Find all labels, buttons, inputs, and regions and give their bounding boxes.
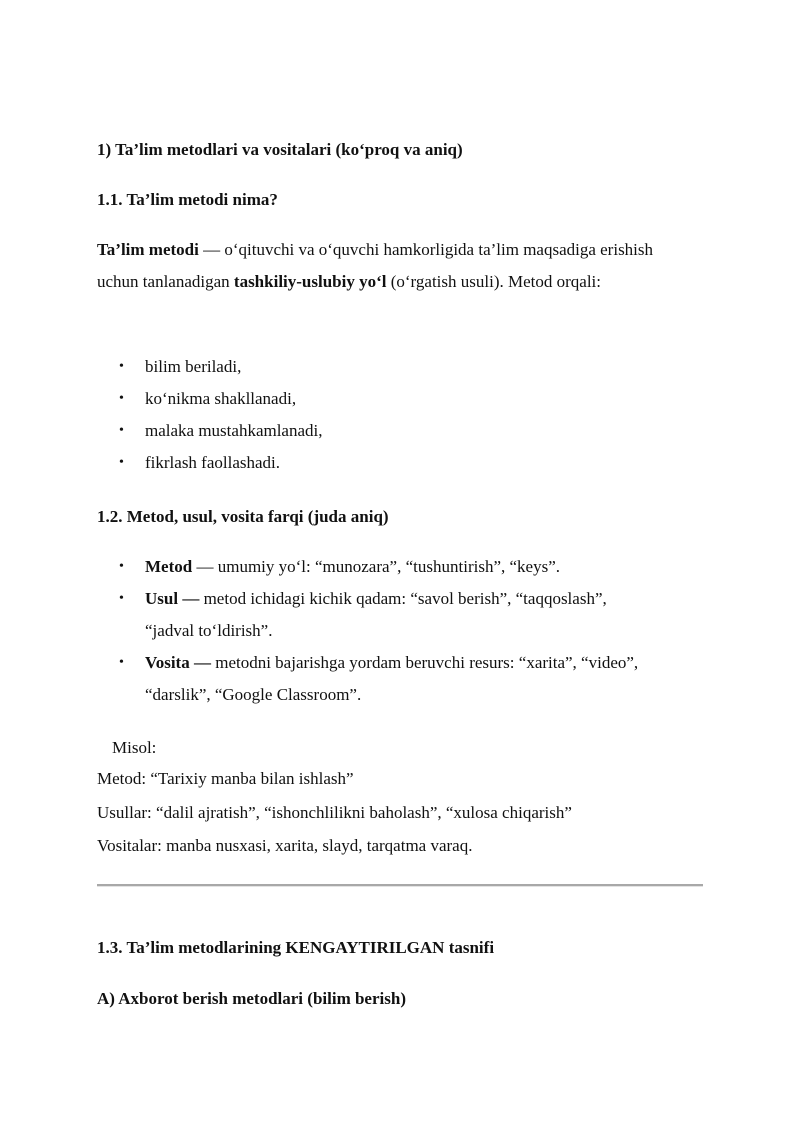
- horizontal-divider: [97, 884, 703, 887]
- list-item-text: — umumiy yo‘l: “munozara”, “tushuntirish”, “keys”.: [192, 557, 560, 576]
- example-label: Misol:: [112, 738, 157, 757]
- list-item-term: Metod: [145, 557, 193, 576]
- heading-1-3: 1.3. Ta’lim metodlarining KENGAYTIRILGAN tasnifi: [97, 938, 495, 957]
- bullet-icon: •: [119, 591, 124, 606]
- heading-1-1: 1.1. Ta’lim metodi nima?: [97, 190, 278, 209]
- list-item: [97, 583, 638, 647]
- list-item-continuation: “darslik”, “Google Classroom”.: [145, 685, 362, 704]
- list-item-term: Vosita —: [145, 653, 211, 672]
- list-item-term: Usul —: [145, 589, 200, 608]
- example-line-techniques: Usullar: “dalil ajratish”, “ishonchlilikni baholash”, “xulosa chiqarish”: [97, 803, 572, 822]
- heading-a: A) Axborot berish metodlari (bilim berish): [97, 989, 406, 1008]
- list-item-text: metodni bajarishga yordam beruvchi resurs: “xarita”, “video”,: [210, 653, 639, 672]
- list-item: [97, 383, 323, 415]
- definition-bold-2: tashkiliy-uslubiy yo‘l: [233, 272, 387, 291]
- bullet-list-2: [97, 551, 638, 711]
- bullet-list-1: [97, 351, 323, 479]
- definition-text-1: — o‘qituvchi va o‘quvchi hamkorligida ta’lim maqsadiga erishish uchun tanlanadigan: [97, 240, 654, 291]
- list-item: [97, 447, 323, 479]
- list-item: [97, 415, 323, 447]
- bullet-icon: •: [119, 559, 124, 574]
- bullet-icon: •: [119, 391, 124, 406]
- list-item-text: fikrlash faollashadi.: [145, 453, 281, 472]
- list-item: [97, 647, 638, 711]
- list-item-text: malaka mustahkamlanadi,: [145, 421, 323, 440]
- definition-term: Ta’lim metodi: [97, 240, 199, 259]
- example-line-tools: Vositalar: manba nusxasi, xarita, slayd, tarqatma varaq.: [97, 836, 473, 855]
- list-item-text: bilim beriladi,: [145, 357, 242, 376]
- list-item-text: metod ichidagi kichik qadam: “savol berish”, “taqqoslash”,: [199, 589, 607, 608]
- definition-text-2: (o‘rgatish usuli). Metod orqali:: [386, 272, 602, 291]
- bullet-icon: •: [119, 455, 124, 470]
- bullet-icon: •: [119, 423, 124, 438]
- list-item: [97, 551, 638, 583]
- bullet-icon: •: [119, 359, 124, 374]
- list-item: [97, 351, 323, 383]
- heading-1-2: 1.2. Metod, usul, vosita farqi (juda aniq): [97, 507, 389, 526]
- list-item-continuation: “jadval to‘ldirish”.: [145, 621, 273, 640]
- list-item-text: ko‘nikma shakllanadi,: [145, 389, 297, 408]
- heading-main: 1) Ta’lim metodlari va vositalari (ko‘proq va aniq): [97, 140, 463, 159]
- definition-paragraph: [97, 234, 687, 298]
- bullet-icon: •: [119, 655, 124, 670]
- example-line-method: Metod: “Tarixiy manba bilan ishlash”: [97, 769, 354, 788]
